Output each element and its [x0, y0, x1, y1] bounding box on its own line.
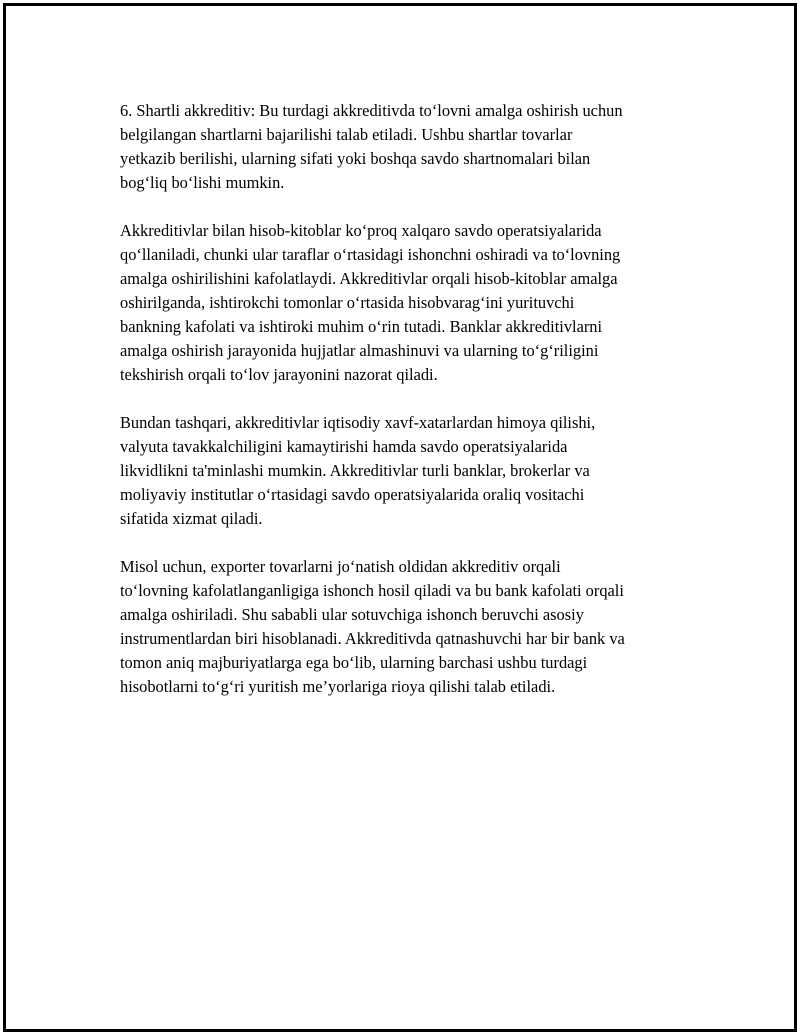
- paragraph-conditional-letter-of-credit: [120, 99, 700, 195]
- text-line: oshirilganda, ishtirokchi tomonlar o‘rtasida hisobvarag‘ini yurituvchi: [120, 293, 575, 312]
- text-line: amalga oshirilishini kafolatlaydi. Akkreditivlar orqali hisob-kitoblar amalga: [120, 269, 618, 288]
- text-line: yetkazib berilishi, ularning sifati yoki boshqa savdo shartnomalari bilan: [120, 149, 591, 168]
- text-line: sifatida xizmat qiladi.: [120, 509, 263, 528]
- paragraph-exporter-example: [120, 555, 700, 699]
- paragraph-international-trade: [120, 219, 700, 387]
- text-line: instrumentlardan biri hisoblanadi. Akkreditivda qatnashuvchi har bir bank va: [120, 629, 625, 648]
- paragraph-risk-protection: [120, 411, 700, 531]
- text-line: Akkreditivlar bilan hisob-kitoblar ko‘proq xalqaro savdo operatsiyalarida: [120, 221, 602, 240]
- text-line: Misol uchun, exporter tovarlarni jo‘natish oldidan akkreditiv orqali: [120, 557, 561, 576]
- text-line: amalga oshiriladi. Shu sababli ular sotuvchiga ishonch beruvchi asosiy: [120, 605, 584, 624]
- text-line: qo‘llaniladi, chunki ular taraflar o‘rtasidagi ishonchni oshiradi va to‘lovning: [120, 245, 621, 264]
- text-line: 6. Shartli akkreditiv: Bu turdagi akkreditivda to‘lovni amalga oshirish uchun: [120, 101, 623, 120]
- text-line: moliyaviy institutlar o‘rtasidagi savdo operatsiyalarida oraliq vositachi: [120, 485, 585, 504]
- document-body: [120, 99, 700, 723]
- text-line: amalga oshirish jarayonida hujjatlar almashinuvi va ularning to‘g‘riligini: [120, 341, 599, 360]
- text-line: likvidlikni ta'minlashi mumkin. Akkreditivlar turli banklar, brokerlar va: [120, 461, 590, 480]
- page-frame: [3, 3, 797, 1032]
- text-line: Bundan tashqari, akkreditivlar iqtisodiy xavf-xatarlardan himoya qilishi,: [120, 413, 596, 432]
- text-line: valyuta tavakkalchiligini kamaytirishi hamda savdo operatsiyalarida: [120, 437, 568, 456]
- text-line: belgilangan shartlarni bajarilishi talab etiladi. Ushbu shartlar tovarlar: [120, 125, 573, 144]
- text-line: bankning kafolati va ishtiroki muhim o‘rin tutadi. Banklar akkreditivlarni: [120, 317, 603, 336]
- text-line: bog‘liq bo‘lishi mumkin.: [120, 173, 285, 192]
- text-line: tekshirish orqali to‘lov jarayonini nazorat qiladi.: [120, 365, 438, 384]
- text-line: to‘lovning kafolatlanganligiga ishonch hosil qiladi va bu bank kafolati orqali: [120, 581, 624, 600]
- text-line: hisobotlarni to‘g‘ri yuritish me’yorlariga rioya qilishi talab etiladi.: [120, 677, 556, 696]
- text-line: tomon aniq majburiyatlarga ega bo‘lib, ularning barchasi ushbu turdagi: [120, 653, 588, 672]
